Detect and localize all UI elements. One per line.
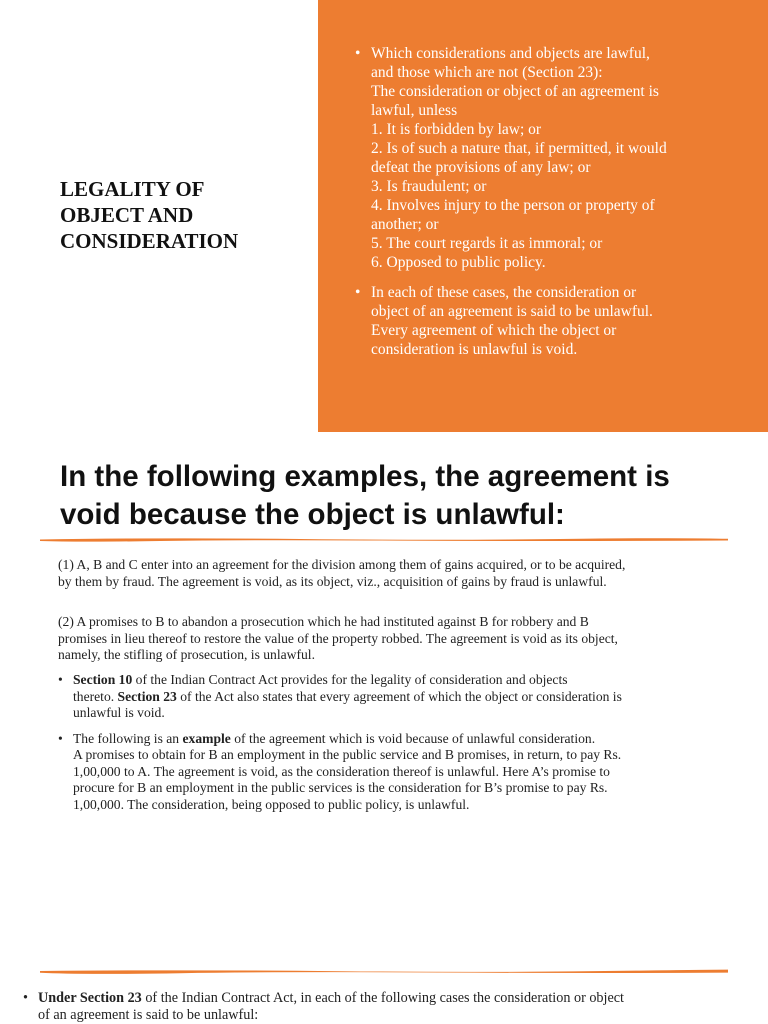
text-line: • Which considerations and objects are lawful, [371,45,650,62]
text-line: of an agreement is said to be unlawful: [38,1007,259,1023]
text-line [73,672,718,689]
bullet-example [58,731,718,814]
text-line: defeat the provisions of any law; or [371,159,591,176]
text-line: and those which are not (Section 23): [371,64,603,81]
text-line: 5. The court regards it as immoral; or [371,235,603,252]
bullet-lawful-conditions [353,44,733,272]
example-paragraph-2 [58,614,708,664]
text-line: namely, the stifling of prosecution, is unlawful. [58,647,315,662]
text-span: of the Indian Contract Act, in each of the following cases the consideration or object [141,990,625,1006]
text-line: consideration is unlawful is void. [371,341,578,358]
text-line [38,990,683,1007]
text-line: 2. Is of such a nature that, if permitted, it would [371,140,667,157]
text-line: procure for B an employment in the public services is the consideration for B’s promise to pay Rs. [73,780,608,795]
text-line: 1,00,000. The consideration, being opposed to public policy, is unlawful. [73,796,470,812]
text-line: (2) A promises to B to abandon a prosecution which he had instituted against B for robbery and B [58,614,589,629]
examples-heading [60,458,720,534]
section-23-list [23,990,683,1024]
bullet-unlawful-void [353,283,733,359]
bold-section-10: Section 10 [73,672,133,687]
orange-bullet-list [353,44,733,359]
title-line: CONSIDERATION [60,229,239,253]
title-line: OBJECT AND [60,203,194,227]
text-span: The following is an [73,730,183,746]
text-span: thereto. [73,688,118,704]
text-line: another; or [371,216,439,233]
text-line: (1) A, B and C enter into an agreement for the division among them of gains acquired, or to be acquired, [58,557,626,572]
text-line: object of an agreement is said to be unlawful. [371,303,653,320]
text-line: 1. It is forbidden by law; or [371,121,542,138]
text-line: by them by fraud. The agreement is void, as its object, viz., acquisition of gains by fraud is unlawful. [58,573,607,589]
slide-title [60,176,300,254]
slide-legality [0,0,768,432]
text-line: 6. Opposed to public policy. [371,254,546,271]
bullet-under-section-23 [23,990,683,1024]
text-line [73,689,718,706]
heading-line: void because the object is unlawful: [60,498,565,531]
orange-brush-divider-2 [40,968,728,974]
heading-line: In the following examples, the agreement is [60,460,670,493]
title-line: LEGALITY OF [60,177,205,201]
example-paragraph-1 [58,557,708,590]
text-span: of the Indian Contract Act provides for the legality of consideration and objects [132,672,568,687]
section-bullet-list [58,672,718,813]
text-line: 3. Is fraudulent; or [371,178,487,195]
text-line [73,731,718,748]
text-line: The consideration or object of an agreement is [371,83,659,100]
bullet-section-10 [58,672,718,722]
orange-brush-divider [40,536,728,542]
text-line: lawful, unless [371,102,458,119]
text-line: Every agreement of which the object or [371,322,617,339]
text-line: promises in lieu thereof to restore the value of the property robbed. The agreement is void as its object, [58,630,618,646]
bold-section-23: Section 23 [117,688,177,704]
text-span: of the agreement which is void because of unlawful consideration. [230,730,596,746]
text-line: unlawful is void. [73,705,165,720]
text-line: 4. Involves injury to the person or property of [371,197,655,214]
bold-under-section-23: Under Section 23 [38,990,142,1006]
text-line: 1,00,000 to A. The agreement is void, as the consideration thereof is unlawful. Here A’s promise to [73,763,610,779]
text-line: A promises to obtain for B an employment in the public service and B promises, in return, to pay Rs. [73,747,622,762]
text-line: • In each of these cases, the consideration or [371,284,637,301]
text-span: of the Act also states that every agreement of which the object or consideration is [176,688,622,704]
bold-example: example [182,730,231,746]
